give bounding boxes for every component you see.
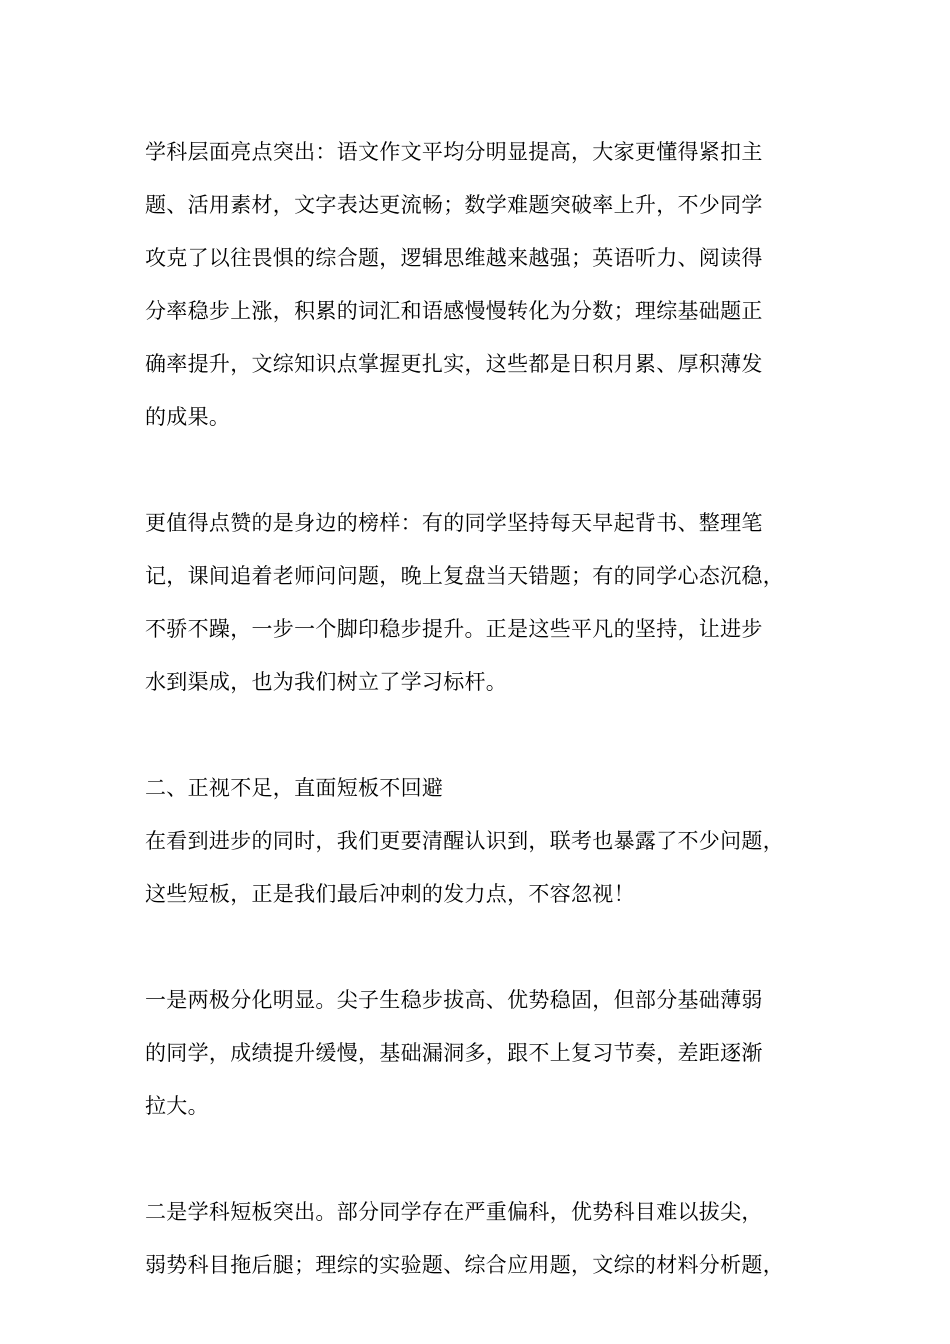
text-line: 分率稳步上涨，积累的词汇和语感慢慢转化为分数；理综基础题正 [145,299,763,323]
paragraph-gap [145,709,820,762]
text-line: 这些短板，正是我们最后冲刺的发力点，不容忽视！ [145,882,635,906]
paragraph-gap [145,1133,820,1186]
text-line: 攻克了以往畏惧的综合题，逻辑思维越来越强；英语听力、阅读得 [145,246,763,270]
paragraph-subject-highlights [145,126,820,444]
text-line: 弱势科目拖后腿；理综的实验题、综合应用题，文综的材料分析题， [145,1253,784,1277]
text-line: 记，课间追着老师问问题，晚上复盘当天错题；有的同学心态沉稳， [145,564,784,588]
paragraph-gap [145,921,820,974]
text-line: 二是学科短板突出。部分同学存在严重偏科，优势科目难以拔尖， [145,1200,763,1224]
text-line: 不骄不躁，一步一个脚印稳步提升。正是这些平凡的坚持，让进步 [145,617,763,641]
text-line: 确率提升，文综知识点掌握更扎实，这些都是日积月累、厚积薄发 [145,352,763,376]
section-two-shortcomings [145,762,820,921]
text-line: 题、活用素材，文字表达更流畅；数学难题突破率上升，不少同学 [145,193,763,217]
text-line: 学科层面亮点突出：语文作文平均分明显提高，大家更懂得紧扣主 [145,140,763,164]
text-line: 在看到进步的同时，我们更要清醒认识到，联考也暴露了不少问题， [145,829,784,853]
text-line: 的成果。 [145,405,231,429]
paragraph-gap [145,444,820,497]
text-line: 一是两极分化明显。尖子生稳步拔高、优势稳固，但部分基础薄弱 [145,988,763,1012]
section-heading: 二、正视不足，直面短板不回避 [145,776,444,800]
text-line: 拉大。 [145,1094,209,1118]
paragraph-subject-weakness [145,1186,820,1292]
text-line: 水到渠成，也为我们树立了学习标杆。 [145,670,508,694]
paragraph-polarization [145,974,820,1133]
text-line: 的同学，成绩提升缓慢，基础漏洞多，跟不上复习节奏，差距逐渐 [145,1041,763,1065]
document-page [145,126,820,1292]
paragraph-role-models [145,497,820,709]
text-line: 更值得点赞的是身边的榜样：有的同学坚持每天早起背书、整理笔 [145,511,763,535]
